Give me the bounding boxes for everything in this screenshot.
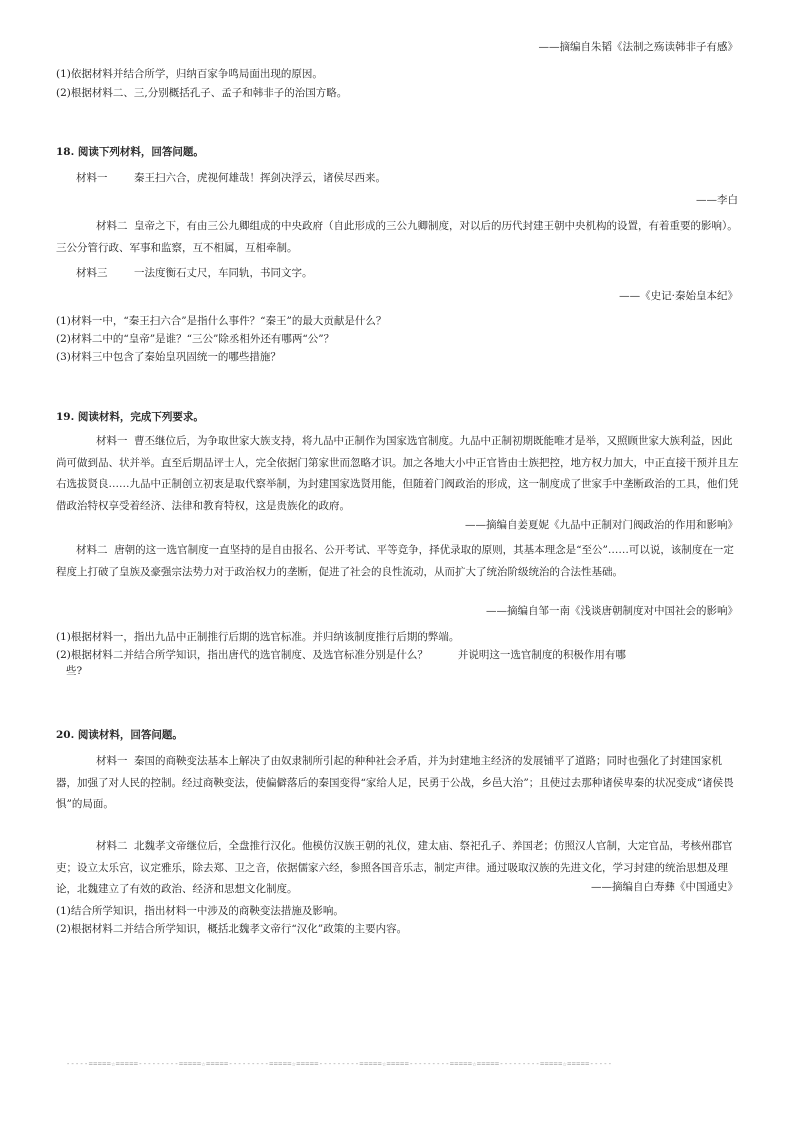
source-citation: ——李白 bbox=[696, 194, 738, 206]
sub-question: (1)依据材料并结合所学，归纳百家争鸣局面出现的原因。 bbox=[56, 68, 323, 80]
source-citation: ——《史记·秦始皇本纪》 bbox=[619, 290, 738, 302]
question-18-title: 18. 阅读下列材料，回答问题。 bbox=[56, 146, 204, 158]
footer-divider: -----=====☆=====---------=====☆=====---------=====☆=====---------=====☆=====---------=====☆=====---------=====☆=====----- bbox=[66, 1060, 613, 1068]
sub-question: (2)根据材料二并结合所学知识，概括北魏孝文帝行“汉化”政策的主要内容。 bbox=[56, 923, 408, 935]
material-1 bbox=[76, 171, 386, 185]
material-label: 材料一 bbox=[76, 172, 108, 184]
material-text: 曹丕继位后，为争取世家大族支持，将九品中正制作为国家选官制度。九品中正制初期既能唯才是举，又照顾世家大族利益，因此尚可做到品、状并举。直至后期品评士人，完全依据门第家世而忽略才识。加之各地大小中正官皆由士族把控，地方权力加大，中正直接干预并且左右选拔贤良……九品中正制创立初衷是取代察举制，为封建国家选贤用能，但随着门阀政治的形成，这一制度成了世家手中垄断政治的工具，他们凭借政治特权享受着经济、法律和教育特权，这是贵族化的政府。 bbox=[56, 435, 739, 512]
material-text: 一法度衡石丈尺，车同轨，书同文字。 bbox=[134, 267, 313, 279]
sub-question: (3)材料三中包含了秦始皇巩固统一的哪些措施？ bbox=[56, 351, 281, 363]
sub-question: (1)材料一中，“秦王扫六合”是指什么事件？“秦王”的最大贡献是什么？ bbox=[56, 315, 387, 327]
sub-question: (1)根据材料一，指出九品中正制推行后期的选官标准。并归纳该制度推行后期的弊端。 bbox=[56, 631, 460, 643]
source-citation: ——摘编自姜夏妮《九品中正制对门阀政治的作用和影响》 bbox=[465, 519, 738, 531]
sub-question: (2)材料二中的“皇帝”是谁？“三公”除丞相外还有哪两“公”？ bbox=[56, 333, 335, 345]
material-text: 北魏孝文帝继位后，全盘推行汉化。他模仿汉族王朝的礼仪，建太庙、祭祀孔子、养国老；仿照汉人官制，大定官品，考核州郡官吏；设立太乐宫，议定雅乐，除去郑、卫之音，依据儒家六经，参照各国音乐志，制定声律。通过吸取汉族的先进文化，学习封建的统治思想及理论，北魏建立了有效的政治、经济和思想文化制度。 bbox=[56, 840, 733, 896]
material-1 bbox=[56, 431, 740, 517]
source-citation: ——摘编自邹一南《浅谈唐朝制度对中国社会的影响》 bbox=[486, 605, 738, 617]
sub-question-continued: 些? bbox=[66, 665, 83, 677]
material-1 bbox=[56, 751, 740, 816]
material-label: 材料二 bbox=[96, 840, 128, 852]
material-text: 秦国的商鞅变法基本上解决了由奴隶制所引起的种种社会矛盾，并为封建地主经济的发展铺平了道路；同时也强化了封建国家机器，加强了对人民的控制。经过商鞅变法，使偏僻落后的秦国变得“家给人足，民勇于公战，乡邑大治”；且使过去那种诸侯卑秦的状况变成“诸侯畏惧”的局面。 bbox=[56, 755, 734, 811]
material-label: 材料一 bbox=[96, 755, 128, 767]
question-20-title: 20. 阅读材料，回答问题。 bbox=[56, 729, 183, 741]
material-2 bbox=[56, 540, 740, 583]
material-3 bbox=[76, 266, 313, 280]
material-label: 材料三 bbox=[76, 267, 108, 279]
sub-question: (2)根据材料二、三,分别概括孔子、孟子和韩非子的治国方略。 bbox=[56, 87, 348, 99]
material-label: 材料二 bbox=[76, 544, 108, 556]
sub-question: (2)根据材料二并结合所学知识，指出唐代的选官制度、及选官标准分别是什么？ 并说明这一选官制度的积极作用有哪 bbox=[56, 649, 626, 661]
material-text: 唐朝的这一选官制度一直坚持的是自由报名、公开考试、平等竞争，择优录取的原则，其基本理念是“至公”……可以说，该制度在一定程度上打破了皇族及豪强宗法势力对于政治权力的垄断，促进了社会的良性流动，从而扩大了统治阶级统治的合法性基础。 bbox=[56, 544, 734, 578]
source-citation: ——摘编自朱韬《法制之殇读韩非子有感》 bbox=[538, 41, 738, 53]
question-19-title: 19. 阅读材料，完成下列要求。 bbox=[56, 411, 204, 423]
source-citation: ——摘编自白寿彝《中国通史》 bbox=[591, 881, 738, 893]
material-2 bbox=[56, 216, 740, 259]
material-text: 秦王扫六合，虎视何雄哉！挥剑决浮云，诸侯尽西来。 bbox=[134, 172, 386, 184]
sub-question: (1)结合所学知识，指出材料一中涉及的商鞅变法措施及影响。 bbox=[56, 905, 344, 917]
material-label: 材料二 bbox=[96, 220, 128, 232]
material-text: 皇帝之下，有由三公九卿组成的中央政府（自此形成的三公九卿制度，对以后的历代封建王朝中央机构的设置，有着重要的影响）。三公分管行政、军事和监察，互不相属，互相牵制。 bbox=[56, 220, 738, 254]
material-label: 材料一 bbox=[96, 435, 128, 447]
